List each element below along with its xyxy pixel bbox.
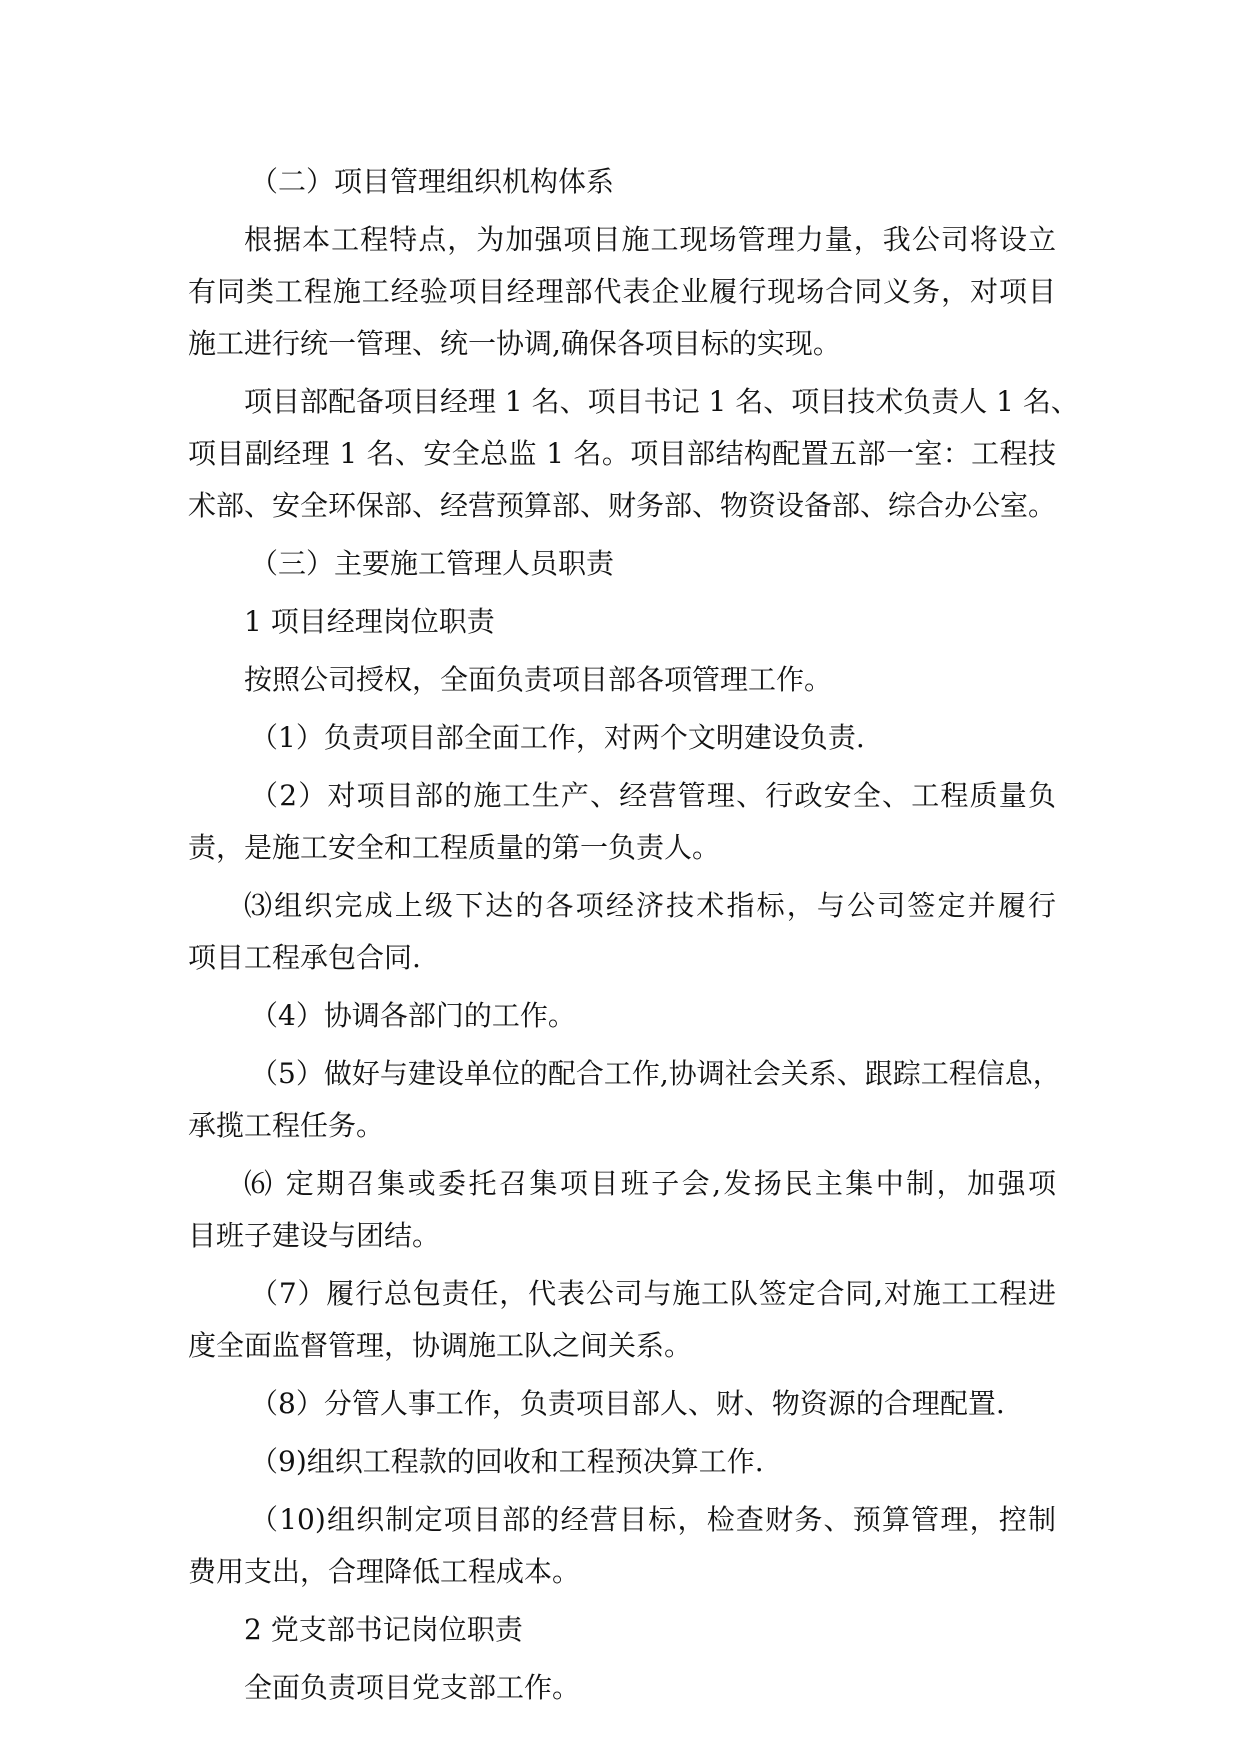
paragraph-line: 项目部配备项目经理 1 名、项目书记 1 名、项目技术负责人 1 名、 — [244, 385, 1079, 418]
paragraph-line: 施工进行统一管理、统一协调,确保各项目标的实现。 — [188, 327, 841, 360]
list-item-continued: 承揽工程任务。 — [188, 1109, 385, 1142]
list-item-continued: 责，是施工安全和工程质量的第一负责人。 — [188, 831, 721, 864]
subsection-heading: 1 项目经理岗位职责 — [244, 605, 495, 638]
section-heading-2: （二）项目管理组织机构体系 — [250, 165, 615, 198]
list-item-continued: 项目工程承包合同. — [188, 941, 421, 974]
paragraph-line: 根据本工程特点，为加强项目施工现场管理力量，我公司将设立 — [244, 223, 1056, 256]
list-item: （5）做好与建设单位的配合工作,协调社会关系、跟踪工程信息， — [250, 1057, 1061, 1090]
list-item: ⑶组织完成上级下达的各项经济技术指标，与公司签定并履行 — [244, 889, 1056, 922]
paragraph-line: 术部、安全环保部、经营预算部、财务部、物资设备部、综合办公室。 — [188, 489, 1057, 522]
paragraph-line: 全面负责项目党支部工作。 — [244, 1671, 581, 1704]
list-item: ⑹ 定期召集或委托召集项目班子会,发扬民主集中制，加强项 — [244, 1167, 1056, 1200]
subsection-heading: 2 党支部书记岗位职责 — [244, 1613, 523, 1646]
paragraph-line: 项目副经理 1 名、安全总监 1 名。项目部结构配置五部一室：工程技 — [188, 437, 1056, 470]
list-item: （10)组织制定项目部的经营目标，检查财务、预算管理，控制 — [250, 1503, 1056, 1536]
list-item: （8）分管人事工作，负责项目部人、财、物资源的合理配置. — [250, 1387, 1005, 1420]
list-item-continued: 目班子建设与团结。 — [188, 1219, 441, 1252]
list-item: （1）负责项目部全面工作，对两个文明建设负责. — [250, 721, 865, 754]
section-heading-3: （三）主要施工管理人员职责 — [250, 547, 615, 580]
list-item: （2）对项目部的施工生产、经营管理、行政安全、工程质量负 — [250, 779, 1056, 812]
paragraph-line: 有同类工程施工经验项目经理部代表企业履行现场合同义务，对项目 — [188, 275, 1056, 308]
list-item: （7）履行总包责任，代表公司与施工队签定合同,对施工工程进 — [250, 1277, 1056, 1310]
document-page — [188, 156, 1079, 1714]
list-item: （9)组织工程款的回收和工程预决算工作. — [250, 1445, 764, 1478]
list-item: （4）协调各部门的工作。 — [250, 999, 576, 1032]
paragraph-line: 按照公司授权，全面负责项目部各项管理工作。 — [244, 663, 833, 696]
list-item-continued: 度全面监督管理，协调施工队之间关系。 — [188, 1329, 693, 1362]
list-item-continued: 费用支出，合理降低工程成本。 — [188, 1555, 581, 1588]
